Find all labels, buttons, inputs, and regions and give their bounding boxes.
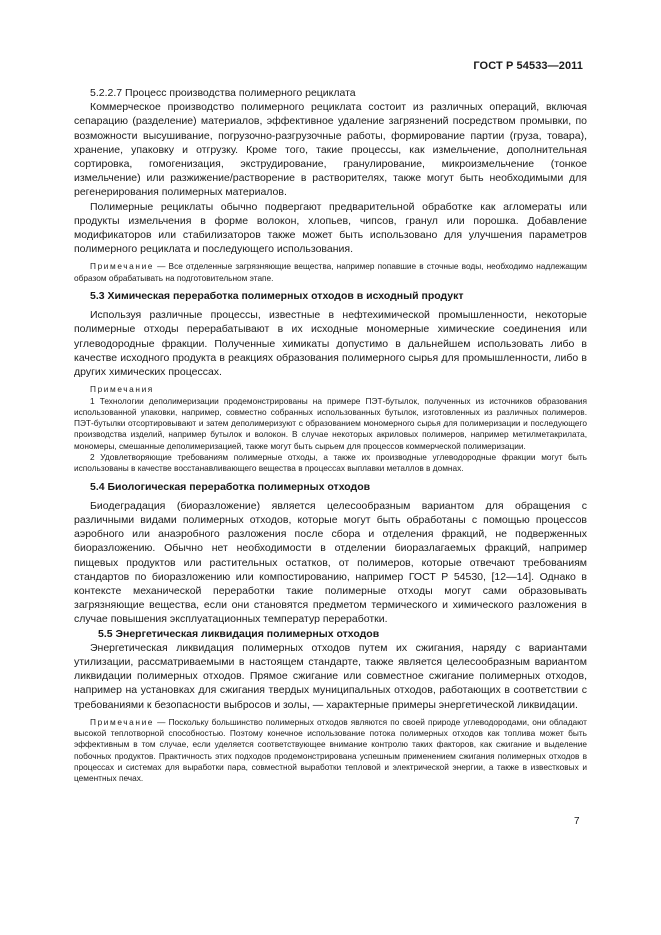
paragraph: Коммерческое производство полимерного рециклата состоит из различных операций, включая сепарацию (разделение) материалов, эффективное удаление загрязнений посредством промывки, по возможности высушивание, погрузочно-разгрузочные работы, формирование партии (груза, товара), хранение, упаковку и отгрузку. Кроме того, такие процессы, как измельчение, дополнительная сортировка, гомогенизация, экструдирование, гранулирование, микроизмельчение (тонкое измельчение) или разжижение/растворение в растворителях, также могут быть необходимыми для регенерирования полимерных материалов. — [74, 101, 587, 199]
paragraph: Полимерные рециклаты обычно подвергают предварительной обработке как агломераты или продукты измельчения в форме волокон, хлопьев, чипсов, гранул или порошка. Добавление модификаторов или стабилизаторов также может быть использовано для улучшения параметров полимерного рециклата и последующего использования. — [74, 200, 587, 256]
paragraph: Используя различные процессы, известные в нефтехимической промышленности, некоторые полимерные отходы перерабатывают в их исходные мономерные химические соединения или углеводородные фракции. Полученные химикаты допустимо в дальнейшем использовать либо в качестве исходного продукта в реакциях образования полимерного сырья для промышленности, либо в других химических процессах. — [74, 309, 587, 379]
note-label: Примечание — [90, 261, 155, 272]
note-label: Примечание — [90, 716, 155, 727]
note-text: — Все отделенные загрязняющие вещества, например попавшие в сточные воды, необходимо надлежащим образом обрабатывать на подготовительном этапе. — [74, 261, 587, 283]
note — [74, 717, 587, 785]
page-number: 7 — [574, 816, 580, 827]
document-body — [74, 86, 587, 785]
subsection-title-5-2-2-7: 5.2.2.7 Процесс производства полимерного рециклата — [90, 87, 356, 99]
paragraph: Биодеградация (биоразложение) является целесообразным вариантом для обращения с различными видами полимерных отходов, которые могут быть обработаны с помощью процессов аэробного или анаэробного разложения после сбора и отделения фракций, не подверженных биоразложению. Обычно нет необходимости в отделении биоразлагаемых фракций, например пищевых продуктов или растительных остатков, от полимеров, которые отвечают требованиям стандартов по биоразложению или компостированию, например ГОСТ Р 54530, [12—14]. Однако в контексте механической переработки такие полимерные отходы могут сами образовывать загрязняющие вещества, если они становятся предметом термического и химического разложения в случае повышения эксплуатационных температур переработки. — [74, 499, 587, 626]
notes-label: Примечания — [90, 384, 154, 395]
section-heading-5-5: 5.5 Энергетическая ликвидация полимерных отходов — [98, 627, 380, 640]
note-item: 2 Удовлетворяющие требованиям полимерные отходы, а также их производные углеводородные фракции могут быть использованы в качестве восстанавливающего вещества в процессах выплавки металлов в домнах. — [74, 452, 587, 474]
standard-code-header: ГОСТ Р 54533—2011 — [473, 60, 583, 72]
section-heading-5-4: 5.4 Биологическая переработка полимерных отходов — [90, 480, 371, 493]
paragraph: Энергетическая ликвидация полимерных отходов путем их сжигания, наряду с вариантами утилизации, рассматриваемыми в настоящем стандарте, также является целесообразным вариантом ликвидации полимерных отходов. Прямое сжигание или совместное сжигание полимерных отходов, например на установках для сжигания твердых муниципальных отходов, работающих в соответствии с требованиями к безопасности выбросов и золы, — характерные примеры энергетической ликвидации. — [74, 641, 587, 711]
note-text: — Поскольку большинство полимерных отходов являются по своей природе углеводородами, они обладают высокой теплотворной способностью. Поэтому конечное использование потока полимерных отходов как топлива может быть эффективным в том случае, если уделяется соответствующее внимание контролю таких факторов, как сжигание и выделение побочных продуктов. Практичность этих подходов продемонстрирована успешным применением сжигания полимерных отходов в процессах и системах для выработки пара, совместной выработки тепловой и электрической энергии, а также в известковых и цементных печах. — [74, 716, 587, 784]
section-heading-5-3: 5.3 Химическая переработка полимерных отходов в исходный продукт — [90, 290, 464, 303]
note-item: 1 Технологии деполимеризации продемонстрированы на примере ПЭТ-бутылок, полученных из источников образования использованной упаковки, например, совместно собранных использованных бутылок, изготовленных из различных полимеров. ПЭТ-бутылки отсортировывают и затем деполимеризуют с образованием мономерного сырья для полимеризации и последующего производства изделий, например бутылок и волокон. В случае некоторых акриловых полимеров, например метилметакрилата, мономеры, смешанные деполимеризацией, также могут быть сырьем для процессов коммерческой полимеризации. — [74, 395, 587, 451]
note — [74, 261, 587, 284]
